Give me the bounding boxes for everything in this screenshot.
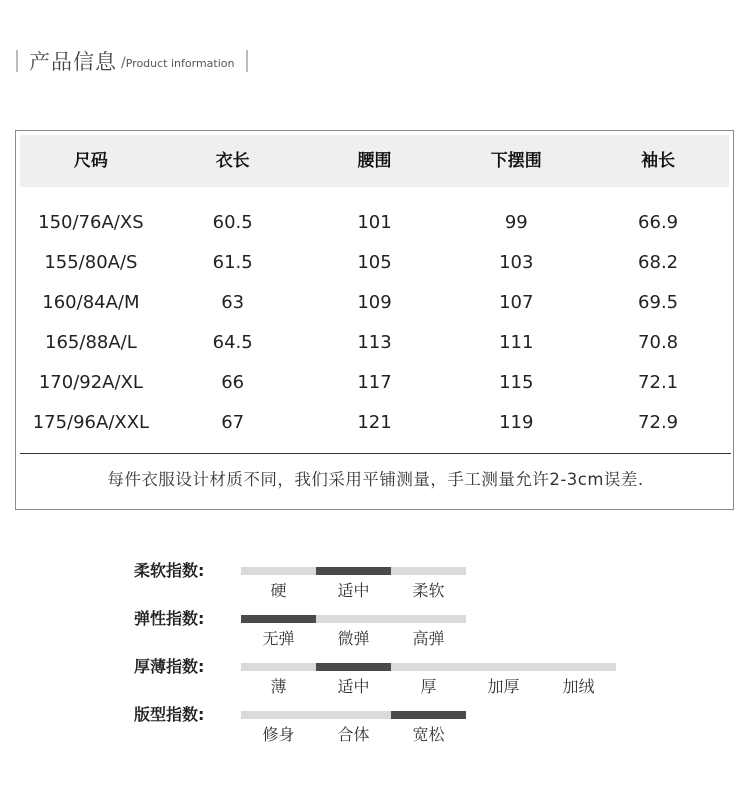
softness-option: 适中 <box>337 581 370 600</box>
elasticity-options <box>241 623 466 655</box>
section-header <box>16 46 248 76</box>
cell-sleeve: 72.9 <box>638 412 679 433</box>
thickness-index <box>0 657 750 705</box>
cell-hem: 115 <box>499 372 534 393</box>
fit-option: 宽松 <box>412 725 445 744</box>
thickness-option: 厚 <box>420 677 437 696</box>
section-title: 产品信息 <box>29 50 117 74</box>
cell-sleeve: 69.5 <box>638 292 679 313</box>
measurement-note: 每件衣服设计材质不同，我们采用平铺测量，手工测量允许2-3cm误差. <box>107 470 644 489</box>
elasticity-scale-bar <box>241 615 466 623</box>
cell-length: 60.5 <box>212 212 253 233</box>
column-header-waist: 腰围 <box>357 151 392 171</box>
column-header-length: 衣长 <box>215 151 250 171</box>
cell-length: 66 <box>221 372 245 393</box>
cell-sleeve: 66.9 <box>638 212 679 233</box>
cell-size: 160/84A/M <box>42 292 140 313</box>
softness-options <box>241 575 466 607</box>
scale-segment <box>241 711 316 719</box>
scale-segment <box>316 615 391 623</box>
cell-length: 63 <box>221 292 245 313</box>
scale-segment <box>466 663 541 671</box>
cell-sleeve: 72.1 <box>638 372 679 393</box>
cell-hem: 99 <box>504 212 528 233</box>
cell-waist: 113 <box>357 332 392 353</box>
thickness-options <box>241 671 616 703</box>
softness-index <box>0 561 750 609</box>
cell-size: 170/92A/XL <box>38 372 143 393</box>
cell-hem: 119 <box>499 412 534 433</box>
softness-scale-bar <box>241 567 466 575</box>
table-row <box>20 283 729 323</box>
cell-length: 61.5 <box>212 252 253 273</box>
scale-segment <box>316 711 391 719</box>
elasticity-option: 微弹 <box>337 629 370 648</box>
cell-hem: 111 <box>499 332 534 353</box>
elasticity-option: 无弹 <box>262 629 295 648</box>
softness-option: 柔软 <box>412 581 445 600</box>
cell-size: 150/76A/XS <box>38 212 144 233</box>
thickness-scale-bar <box>241 663 616 671</box>
scale-segment-selected <box>391 711 466 719</box>
cell-size: 175/96A/XXL <box>32 412 150 433</box>
cell-waist: 101 <box>357 212 392 233</box>
cell-hem: 107 <box>499 292 534 313</box>
scale-segment <box>391 615 466 623</box>
fit-index-label: 版型指数: <box>134 705 205 724</box>
cell-waist: 117 <box>357 372 392 393</box>
section-subtitle: Product information <box>125 56 235 70</box>
thickness-option: 薄 <box>270 677 287 696</box>
table-row <box>20 243 729 283</box>
thickness-option: 加绒 <box>562 677 595 696</box>
thickness-index-label: 厚薄指数: <box>134 657 205 676</box>
scale-segment-selected <box>316 663 391 671</box>
softness-index-label: 柔软指数: <box>134 561 205 580</box>
table-row <box>20 323 729 363</box>
scale-segment <box>391 663 466 671</box>
table-divider <box>20 453 731 454</box>
cell-size: 165/88A/L <box>45 332 137 353</box>
scale-segment <box>241 663 316 671</box>
fit-index <box>0 705 750 753</box>
scale-segment <box>541 663 616 671</box>
column-header-size: 尺码 <box>73 151 108 171</box>
fit-scale-bar <box>241 711 466 719</box>
cell-sleeve: 70.8 <box>638 332 679 353</box>
scale-segment-selected <box>316 567 391 575</box>
softness-option: 硬 <box>270 581 287 600</box>
table-row <box>20 363 729 403</box>
elasticity-index <box>0 609 750 657</box>
cell-waist: 105 <box>357 252 392 273</box>
column-header-hem: 下摆围 <box>490 151 542 171</box>
header-left-divider <box>16 50 18 72</box>
cell-sleeve: 68.2 <box>638 252 679 273</box>
cell-length: 67 <box>221 412 245 433</box>
column-header-sleeve: 袖长 <box>641 151 676 171</box>
cell-waist: 109 <box>357 292 392 313</box>
table-row <box>20 403 729 443</box>
thickness-option: 适中 <box>337 677 370 696</box>
size-table-body <box>20 203 729 443</box>
title-slash: / <box>121 54 126 71</box>
fit-option: 合体 <box>337 725 370 744</box>
cell-size: 155/80A/S <box>44 252 138 273</box>
scale-segment <box>391 567 466 575</box>
fit-options <box>241 719 466 751</box>
elasticity-option: 高弹 <box>412 629 445 648</box>
scale-segment <box>241 567 316 575</box>
thickness-option: 加厚 <box>487 677 520 696</box>
cell-length: 64.5 <box>212 332 253 353</box>
cell-waist: 121 <box>357 412 392 433</box>
elasticity-index-label: 弹性指数: <box>134 609 205 628</box>
size-table <box>15 130 734 510</box>
size-table-header <box>20 135 729 187</box>
scale-segment-selected <box>241 615 316 623</box>
fit-option: 修身 <box>262 725 295 744</box>
header-right-divider <box>246 50 248 72</box>
table-row <box>20 203 729 243</box>
cell-hem: 103 <box>499 252 534 273</box>
